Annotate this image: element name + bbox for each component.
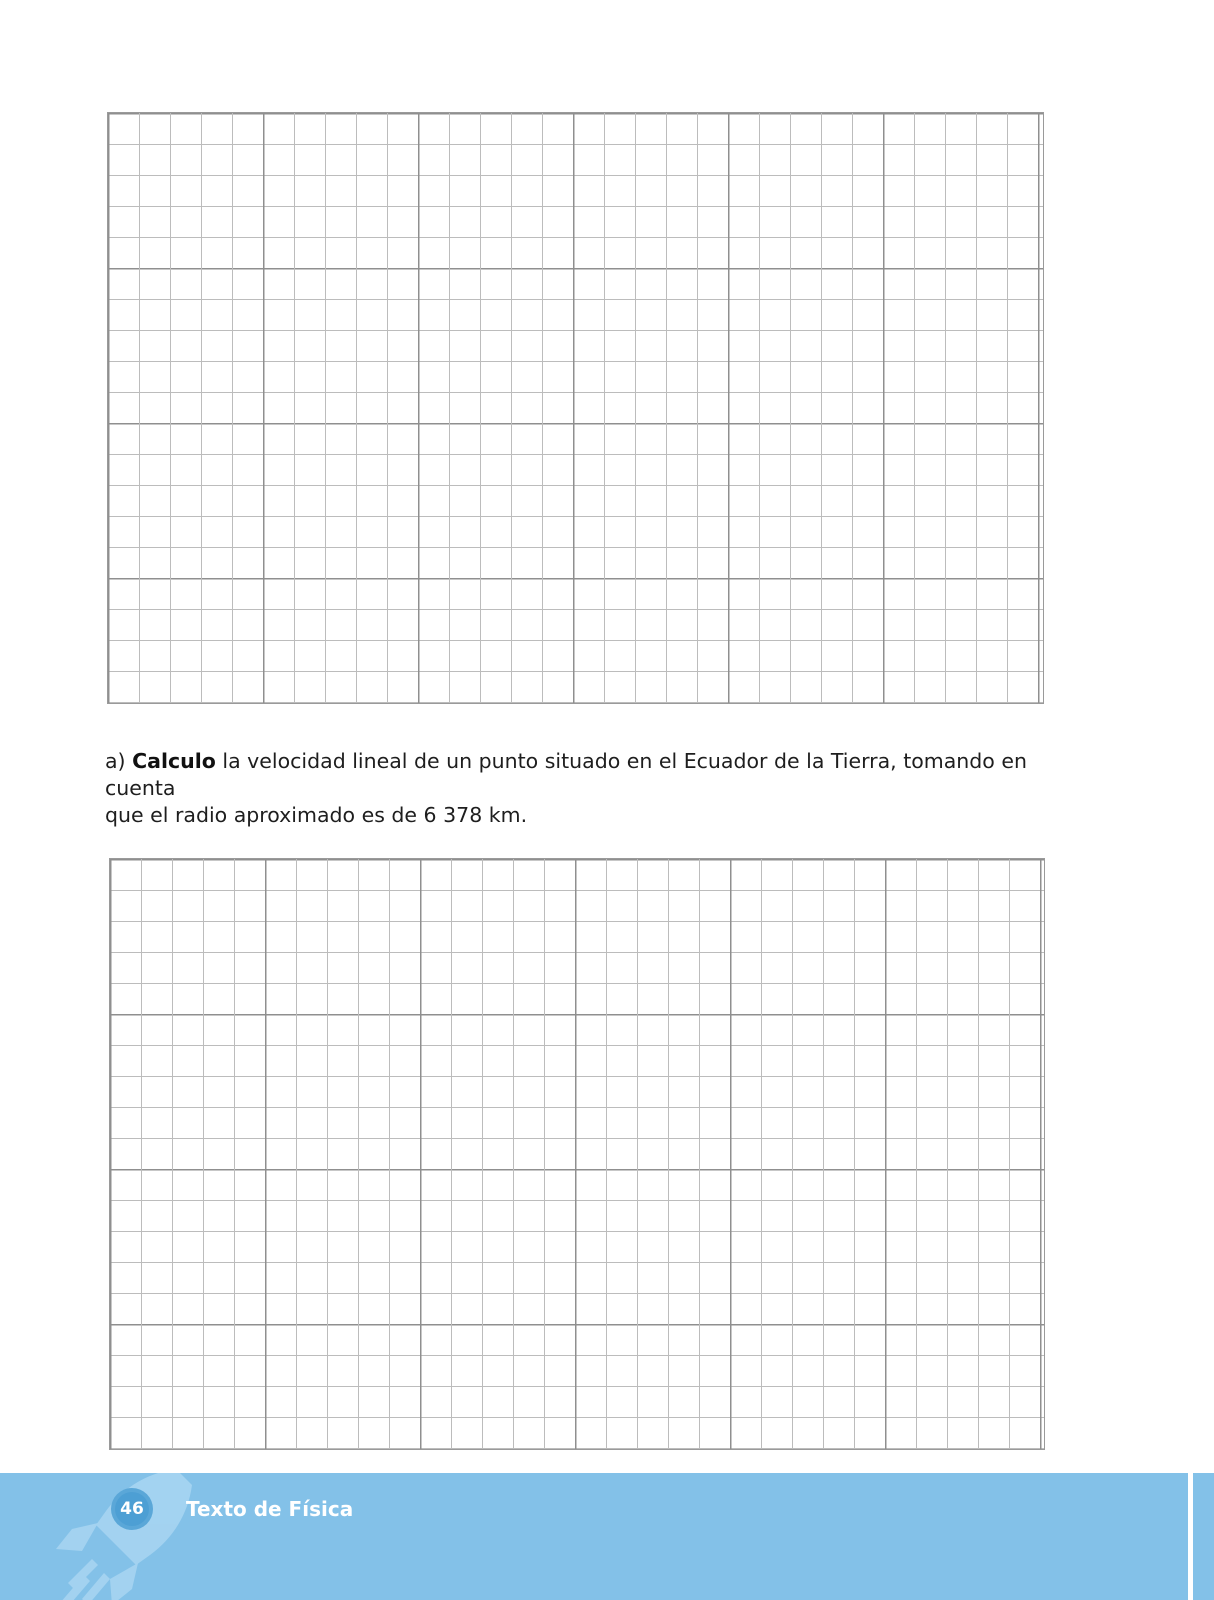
page-number: 46 xyxy=(120,1499,144,1519)
footer-edge-tab xyxy=(1193,1473,1214,1600)
answer-grid-top xyxy=(107,112,1044,704)
page-footer xyxy=(0,1473,1188,1600)
book-title: Texto de Física xyxy=(186,1497,354,1521)
answer-grid-bottom xyxy=(109,858,1045,1450)
question-text-2: que el radio aproximado es de 6 378 km. xyxy=(105,803,528,827)
question-label: a) xyxy=(105,749,126,773)
question-verb: Calculo xyxy=(132,749,216,773)
question-a xyxy=(105,748,1055,829)
question-text-1: la velocidad lineal de un punto situado en el Ecuador de la Tierra, tomando en cuenta xyxy=(105,749,1027,800)
